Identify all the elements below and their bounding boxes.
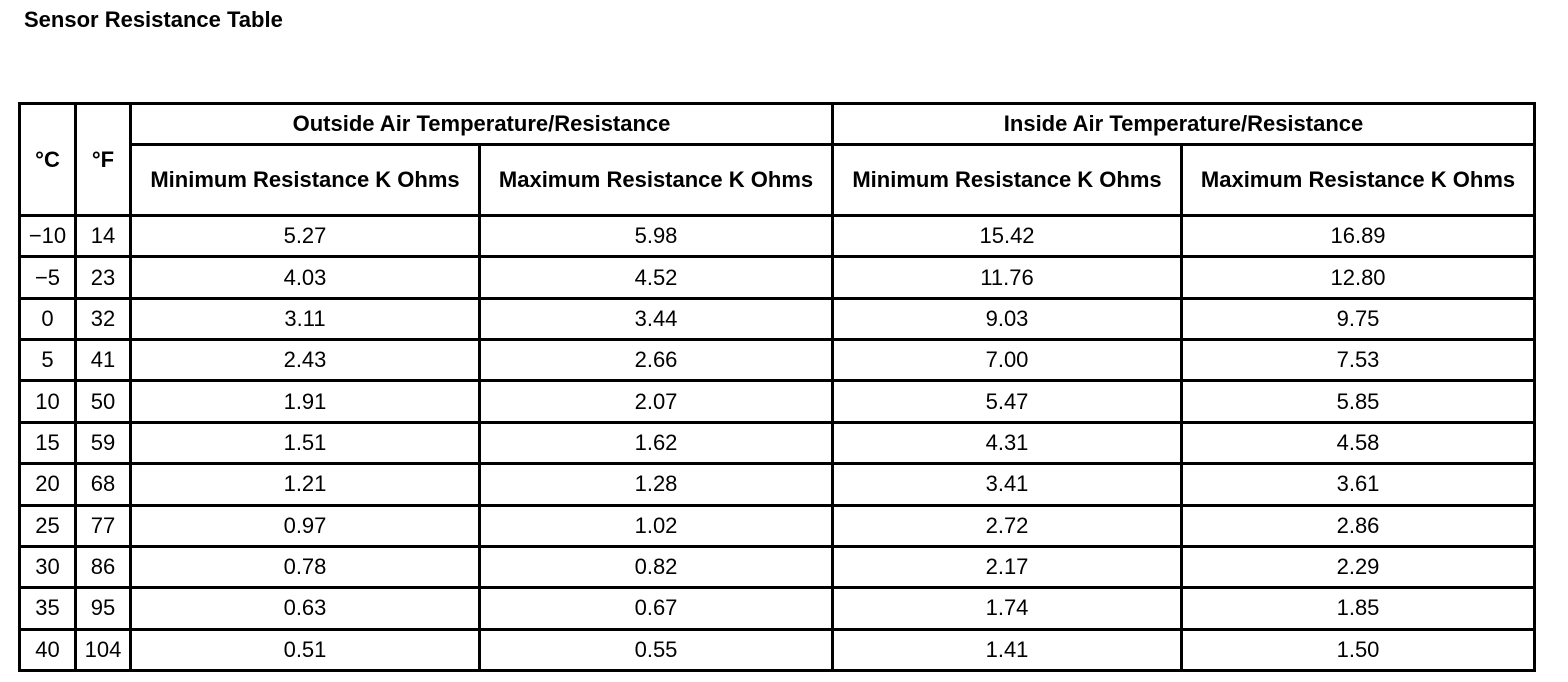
inside-max-cell: 3.61 <box>1182 464 1535 505</box>
inside-min-cell: 2.72 <box>833 505 1182 546</box>
outside-air-group-header: Outside Air Temperature/Resistance <box>131 104 833 145</box>
table-row <box>20 340 1535 381</box>
table-row <box>20 422 1535 463</box>
fahrenheit-cell: 41 <box>76 340 131 381</box>
inside-min-cell: 1.41 <box>833 629 1182 670</box>
fahrenheit-cell: 77 <box>76 505 131 546</box>
header-column-row <box>20 145 1535 216</box>
table-row <box>20 546 1535 587</box>
inside-air-group-header: Inside Air Temperature/Resistance <box>833 104 1535 145</box>
table-row <box>20 298 1535 339</box>
celsius-cell: 25 <box>20 505 76 546</box>
inside-min-cell: 7.00 <box>833 340 1182 381</box>
outside-min-cell: 0.97 <box>131 505 480 546</box>
outside-min-resistance-header: Minimum Resistance K Ohms <box>131 145 480 216</box>
table-body <box>20 216 1535 671</box>
inside-max-cell: 1.50 <box>1182 629 1535 670</box>
celsius-header: °C <box>20 104 76 216</box>
table-row <box>20 216 1535 257</box>
inside-max-cell: 9.75 <box>1182 298 1535 339</box>
inside-max-cell: 5.85 <box>1182 381 1535 422</box>
inside-max-cell: 12.80 <box>1182 257 1535 298</box>
inside-max-resistance-header: Maximum Resistance K Ohms <box>1182 145 1535 216</box>
celsius-cell: 30 <box>20 546 76 587</box>
outside-max-cell: 2.66 <box>480 340 833 381</box>
fahrenheit-cell: 59 <box>76 422 131 463</box>
outside-max-resistance-header: Maximum Resistance K Ohms <box>480 145 833 216</box>
table-row <box>20 505 1535 546</box>
fahrenheit-cell: 95 <box>76 588 131 629</box>
outside-min-cell: 1.21 <box>131 464 480 505</box>
celsius-cell: 40 <box>20 629 76 670</box>
fahrenheit-cell: 50 <box>76 381 131 422</box>
celsius-cell: −5 <box>20 257 76 298</box>
celsius-cell: 15 <box>20 422 76 463</box>
fahrenheit-cell: 86 <box>76 546 131 587</box>
outside-min-cell: 4.03 <box>131 257 480 298</box>
outside-max-cell: 0.55 <box>480 629 833 670</box>
inside-max-cell: 4.58 <box>1182 422 1535 463</box>
table-header <box>20 104 1535 216</box>
outside-min-cell: 5.27 <box>131 216 480 257</box>
outside-max-cell: 5.98 <box>480 216 833 257</box>
inside-min-resistance-header: Minimum Resistance K Ohms <box>833 145 1182 216</box>
inside-min-cell: 5.47 <box>833 381 1182 422</box>
inside-min-cell: 3.41 <box>833 464 1182 505</box>
celsius-cell: 0 <box>20 298 76 339</box>
outside-min-cell: 3.11 <box>131 298 480 339</box>
fahrenheit-cell: 14 <box>76 216 131 257</box>
fahrenheit-cell: 32 <box>76 298 131 339</box>
inside-max-cell: 1.85 <box>1182 588 1535 629</box>
outside-min-cell: 1.51 <box>131 422 480 463</box>
inside-min-cell: 15.42 <box>833 216 1182 257</box>
inside-min-cell: 1.74 <box>833 588 1182 629</box>
table-row <box>20 629 1535 670</box>
outside-max-cell: 2.07 <box>480 381 833 422</box>
outside-max-cell: 0.82 <box>480 546 833 587</box>
fahrenheit-cell: 23 <box>76 257 131 298</box>
inside-min-cell: 2.17 <box>833 546 1182 587</box>
celsius-cell: 35 <box>20 588 76 629</box>
outside-min-cell: 1.91 <box>131 381 480 422</box>
outside-min-cell: 0.78 <box>131 546 480 587</box>
outside-max-cell: 4.52 <box>480 257 833 298</box>
table-row <box>20 464 1535 505</box>
inside-min-cell: 9.03 <box>833 298 1182 339</box>
outside-min-cell: 0.63 <box>131 588 480 629</box>
table-row <box>20 381 1535 422</box>
outside-min-cell: 0.51 <box>131 629 480 670</box>
inside-max-cell: 7.53 <box>1182 340 1535 381</box>
celsius-cell: 10 <box>20 381 76 422</box>
fahrenheit-cell: 68 <box>76 464 131 505</box>
fahrenheit-cell: 104 <box>76 629 131 670</box>
table-row <box>20 588 1535 629</box>
outside-max-cell: 1.62 <box>480 422 833 463</box>
celsius-cell: 20 <box>20 464 76 505</box>
outside-max-cell: 0.67 <box>480 588 833 629</box>
inside-min-cell: 11.76 <box>833 257 1182 298</box>
inside-max-cell: 2.29 <box>1182 546 1535 587</box>
fahrenheit-header: °F <box>76 104 131 216</box>
sensor-resistance-table <box>18 102 1536 672</box>
inside-max-cell: 2.86 <box>1182 505 1535 546</box>
outside-max-cell: 3.44 <box>480 298 833 339</box>
outside-min-cell: 2.43 <box>131 340 480 381</box>
celsius-cell: −10 <box>20 216 76 257</box>
page-title: Sensor Resistance Table <box>24 7 283 32</box>
header-group-row <box>20 104 1535 145</box>
inside-min-cell: 4.31 <box>833 422 1182 463</box>
inside-max-cell: 16.89 <box>1182 216 1535 257</box>
table-row <box>20 257 1535 298</box>
celsius-cell: 5 <box>20 340 76 381</box>
outside-max-cell: 1.28 <box>480 464 833 505</box>
outside-max-cell: 1.02 <box>480 505 833 546</box>
